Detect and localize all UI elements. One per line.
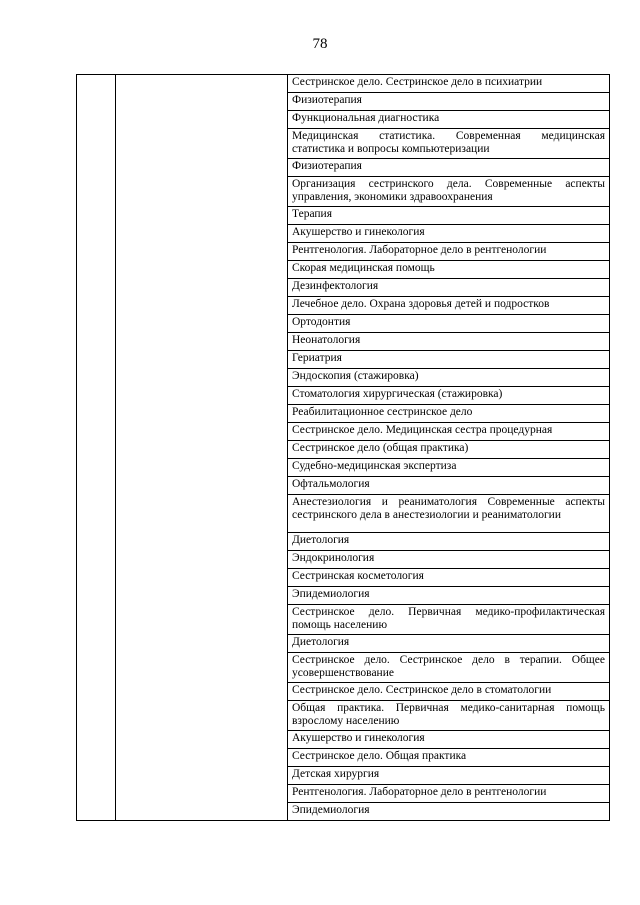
- course-name-cell: Эндоскопия (стажировка): [288, 369, 610, 387]
- course-name-cell: Сестринское дело (общая практика): [288, 441, 610, 459]
- course-name-cell: Сестринское дело. Медицинская сестра процедурная: [288, 423, 610, 441]
- course-name-cell: Офтальмология: [288, 477, 610, 495]
- course-name-cell: Сестринское дело. Сестринское дело в терапии. Общее усовершенствование: [288, 653, 610, 683]
- course-name-cell: Эпидемиология: [288, 587, 610, 605]
- course-name-cell: Организация сестринского дела. Современные аспекты управления, экономики здравоохранения: [288, 177, 610, 207]
- course-name-cell: Физиотерапия: [288, 159, 610, 177]
- empty-name-cell: [116, 75, 288, 821]
- course-name-cell: Судебно-медицинская экспертиза: [288, 459, 610, 477]
- course-name-cell: Сестринское дело. Общая практика: [288, 749, 610, 767]
- course-name-cell: Акушерство и гинекология: [288, 225, 610, 243]
- course-name-cell: Эндокринология: [288, 551, 610, 569]
- course-name-cell: Физиотерапия: [288, 93, 610, 111]
- course-name-cell: Детская хирургия: [288, 767, 610, 785]
- course-name-cell: Функциональная диагностика: [288, 111, 610, 129]
- course-name-cell: Ортодонтия: [288, 315, 610, 333]
- table-row: [77, 75, 610, 93]
- course-name-cell: Анестезиология и реаниматология Современные аспекты сестринского дела в анестезиологии и реаниматологии: [288, 495, 610, 533]
- course-name-cell: Рентгенология. Лабораторное дело в рентгенологии: [288, 243, 610, 261]
- course-name-cell: Скорая медицинская помощь: [288, 261, 610, 279]
- course-name-cell: Сестринское дело. Первичная медико-профилактическая помощь населению: [288, 605, 610, 635]
- page-number: 78: [312, 36, 328, 52]
- course-name-cell: Дезинфектология: [288, 279, 610, 297]
- course-name-cell: Лечебное дело. Охрана здоровья детей и подростков: [288, 297, 610, 315]
- course-name-cell: Акушерство и гинекология: [288, 731, 610, 749]
- course-name-cell: Гериатрия: [288, 351, 610, 369]
- course-name-cell: Эпидемиология: [288, 803, 610, 821]
- empty-number-cell: [77, 75, 116, 821]
- courses-table: [76, 74, 610, 821]
- course-name-cell: Медицинская статистика. Современная медицинская статистика и вопросы компьютеризации: [288, 129, 610, 159]
- course-name-cell: Реабилитационное сестринское дело: [288, 405, 610, 423]
- course-name-cell: Неонатология: [288, 333, 610, 351]
- course-name-cell: Рентгенология. Лабораторное дело в рентгенологии: [288, 785, 610, 803]
- course-name-cell: Диетология: [288, 533, 610, 551]
- course-name-cell: Диетология: [288, 635, 610, 653]
- table-body: [77, 75, 610, 821]
- course-name-cell: Терапия: [288, 207, 610, 225]
- course-name-cell: Сестринское дело. Сестринское дело в стоматологии: [288, 683, 610, 701]
- course-name-cell: Сестринская косметология: [288, 569, 610, 587]
- course-name-cell: Стоматология хирургическая (стажировка): [288, 387, 610, 405]
- course-name-cell: Сестринское дело. Сестринское дело в психиатрии: [288, 75, 610, 93]
- course-name-cell: Общая практика. Первичная медико-санитарная помощь взрослому населению: [288, 701, 610, 731]
